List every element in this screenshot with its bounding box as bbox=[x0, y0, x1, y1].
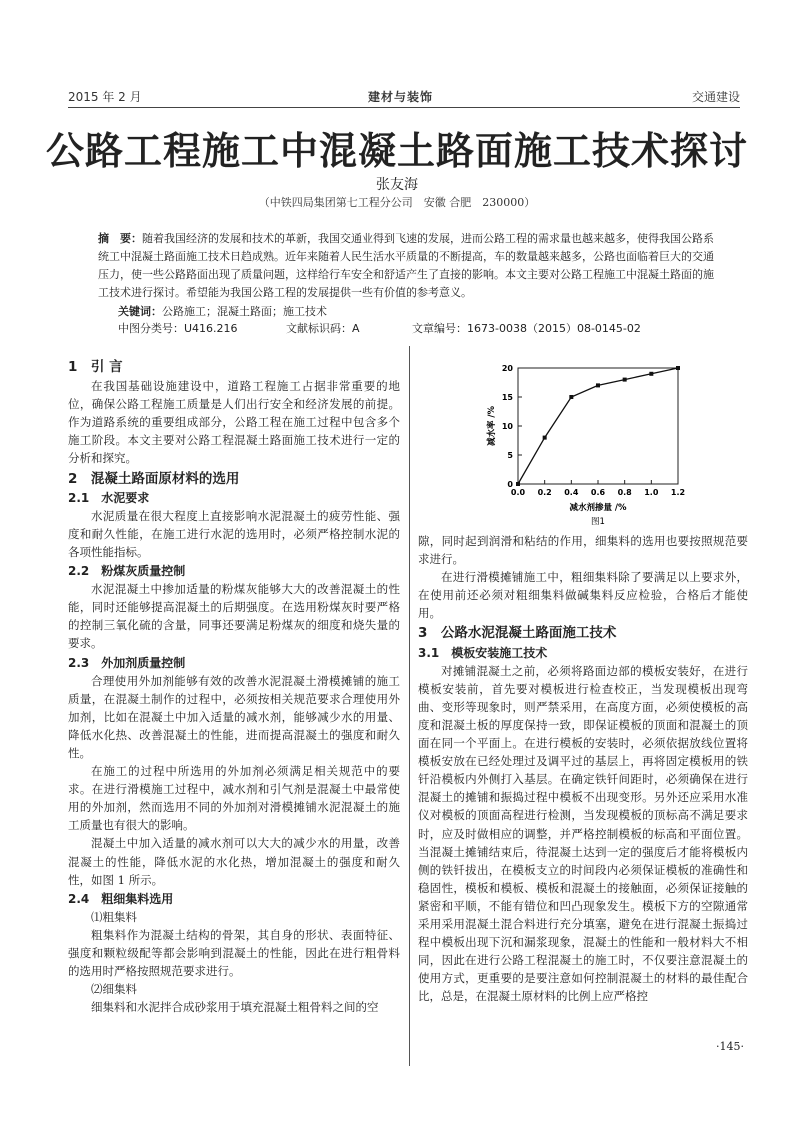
paper-title: 公路工程施工中混凝土路面施工技术探讨 bbox=[45, 128, 748, 173]
data-point bbox=[649, 372, 653, 376]
y-tick-label: 5 bbox=[507, 451, 513, 460]
abstract-text: 随着我国经济的发展和技术的革新，我国交通业得到飞速的发展，进而公路工程的需求量也越来越多，使得我国公路系统工中混凝土路面施工技术日趋成熟。近年来随着人民生活水平质量的不断提高，车的数量越来越多，公路也面临着巨大的交通压力，使一些公路路面出现了质量问题，这样给行车安全和舒适产生了直接的影响。本文主要对公路工程施工中混凝土路面的施工技术进行探讨。希望能为我国公路工程的发展提供一些有价值的参考意义。 bbox=[98, 232, 714, 299]
keywords-text: 公路施工；混凝土路面；施工技术 bbox=[162, 305, 327, 318]
data-point bbox=[569, 395, 573, 399]
classification-line bbox=[118, 320, 738, 336]
section-2-2-heading: 2.2 粉煤灰质量控制 bbox=[68, 564, 186, 579]
paragraph: 混凝土中加入适量的减水剂可以大大的减少水的用量，改善混凝土的性能，降低水泥的水化热，增加混凝土的强度和耐久性，如图 1 所示。 bbox=[68, 836, 400, 887]
section-2-heading: 2 混凝土路面原材料的选用 bbox=[68, 470, 240, 487]
y-tick-label: 0 bbox=[507, 480, 513, 489]
subheading-coarse-aggregate: ⑴粗集料 bbox=[91, 909, 137, 924]
column-divider bbox=[409, 346, 410, 1066]
paragraph: 在我国基础设施建设中，道路工程施工占据非常重要的地位，确保公路工程施工质量是人们出行安全和经济发展的前提。作为道路系统的重要组成部分，公路工程在施工过程中包含多个施工阶段。本文主要对公路工程混凝土路面施工技术进行一定的分析和探究。 bbox=[68, 379, 400, 466]
section-2-4-heading: 2.4 粗细集料选用 bbox=[68, 891, 174, 906]
x-tick-label: 0.8 bbox=[617, 488, 632, 497]
keywords-label: 关键词： bbox=[118, 305, 162, 318]
data-point bbox=[623, 378, 627, 382]
data-point bbox=[676, 366, 680, 370]
paragraph: 水泥混凝土中掺加适量的粉煤灰能够大大的改善混凝土的性能，同时还能够提高混凝土的后期强度。在选用粉煤灰时要严格的控制三氧化硫的含量，同事还要满足粉煤灰的细度和烧失量的要求。 bbox=[68, 582, 400, 651]
x-tick-label: 1.0 bbox=[644, 488, 659, 497]
paragraph: 粗集料作为混凝土结构的骨架，其自身的形状、表面特征、强度和颗粒级配等都会影响到混凝土的性能，因此在进行粗骨料的选用时严格按照规范要求进行。 bbox=[68, 927, 400, 979]
journal-name: 建材与装饰 bbox=[368, 90, 434, 104]
section-2-1-heading: 2.1 水泥要求 bbox=[68, 490, 150, 505]
running-header bbox=[68, 88, 740, 106]
y-axis-label: 减水率 /% bbox=[487, 405, 497, 447]
paragraph: 在进行滑模摊铺施工中，粗细集料除了要满足以上要求外，在使用前还必须对粗细集料做碱集料反应检验，合格后才能使用。 bbox=[418, 570, 748, 621]
author: 张友海 bbox=[376, 177, 418, 193]
y-tick-label: 10 bbox=[501, 422, 513, 431]
page-number: ·145· bbox=[716, 1040, 744, 1053]
header-date: 2015 年 2 月 bbox=[68, 90, 142, 104]
figure-caption: 图1 bbox=[591, 517, 605, 527]
section-3-1-heading: 3.1 模板安装施工技术 bbox=[418, 645, 548, 660]
data-point bbox=[516, 482, 520, 486]
abstract bbox=[98, 230, 718, 302]
data-point bbox=[543, 436, 547, 440]
paragraph: 细集料和水泥拌合成砂浆用于填充混凝土粗骨料之间的空 bbox=[91, 1000, 379, 1015]
figure-1-chart bbox=[478, 360, 718, 540]
right-column bbox=[418, 532, 748, 1005]
y-tick-label: 20 bbox=[501, 364, 513, 373]
document-code: 文献标识码：A bbox=[286, 322, 360, 335]
header-section: 交通建设 bbox=[691, 90, 740, 104]
section-2-3-heading: 2.3 外加剂质量控制 bbox=[68, 655, 186, 670]
clc-number: 中图分类号：U416.216 bbox=[118, 322, 238, 335]
x-tick-label: 0.6 bbox=[590, 488, 606, 497]
paragraph: 对摊铺混凝土之前，必须将路面边部的模板安装好，在进行模板安装前，首先要对模板进行检查校正，当发现模板出现弯曲、变形等现象时，则严禁采用，在高度方面，必须使模板的高度和混凝土板的厚度保持一致，即保证模板的顶面和混凝土的顶面在同一个平面上。在进行模板的安装时，必须依据放线位置将模板安放在已经处理过及调平过的基层上，再将固定模板用的铁钎沿模板内外侧打入基层。在确定铁钎间距时，必须确保在进行混凝土的摊铺和振捣过程中模板不出现变形。另外还应采用水准仪对模板的顶面高程进行检测，当发现模板的顶标高不满足要求时，应及时做相应的调整，并严格控制模板的标高和平面位置。当混凝土摊铺结束后，待混凝土达到一定的强度后才能将模板内侧的铁钎拔出，在模板支立的时间段内必须保证模板的准确性和稳固性，模板和模板、模板和混凝土的接触面，必须保证接触的紧密和平顺，不能有错位和凹凸现象发生。模板下方的空隙通常采用采用混凝土混合料进行充分填塞，避免在进行混凝土振捣过程中模板出现下沉和漏浆现象，混凝土的性能和一般材料大不相同，因此在进行公路工程混凝土的施工时，不仅要注意混凝土的使用方式，更重要的是要注意如何控制混凝土的材料的最佳配合比，总是，在混凝土原材料的比例上应严格控 bbox=[418, 663, 748, 1004]
affiliation: （中铁四局集团第七工程分公司 安徽 合肥 230000） bbox=[258, 196, 536, 209]
x-axis-label: 减水剂掺量 /% bbox=[569, 503, 627, 513]
x-tick-label: 0.0 bbox=[510, 488, 526, 497]
paragraph: 在施工的过程中所选用的外加剂必须满足相关规范中的要求。在进行滑模施工过程中，减水剂和引气剂是混凝土中最常使用的外加剂，然而选用不同的外加剂对滑模摊铺水泥混凝土的施工质量也有很大的影响。 bbox=[68, 764, 400, 833]
subheading-fine-aggregate: ⑵细集料 bbox=[91, 982, 137, 997]
article-number: 文章编号：1673-0038（2015）08-0145-02 bbox=[412, 322, 641, 335]
section-1-heading: 1 引 言 bbox=[68, 359, 123, 375]
header-rule bbox=[68, 107, 740, 108]
paragraph: 隙，同时起到润滑和粘结的作用，细集料的选用也要按照规范要求进行。 bbox=[418, 534, 748, 567]
x-tick-label: 0.4 bbox=[564, 488, 579, 497]
paragraph: 水泥质量在很大程度上直接影响水泥混凝土的疲劳性能、强度和耐久性能，在施工进行水泥的选用时，必须严格控制水泥的各项性能指标。 bbox=[68, 508, 400, 559]
x-tick-label: 1.2 bbox=[670, 488, 686, 497]
abstract-label: 摘 要： bbox=[98, 232, 142, 245]
keywords bbox=[118, 303, 718, 319]
section-3-heading: 3 公路水泥混凝土路面施工技术 bbox=[418, 625, 617, 642]
y-tick-label: 15 bbox=[501, 393, 513, 402]
paragraph: 合理使用外加剂能够有效的改善水泥混凝土滑模摊铺的施工质量，在混凝土制作的过程中，必须按相关规范要求合理使用外加剂，比如在混凝土中加入适量的减水剂，能够减少水的用量、降低水化热、改善混凝土的性能，进而提高混凝土的强度和耐久性。 bbox=[68, 673, 400, 760]
x-tick-label: 0.2 bbox=[537, 488, 552, 497]
data-point bbox=[596, 383, 600, 387]
left-column bbox=[68, 356, 400, 1016]
